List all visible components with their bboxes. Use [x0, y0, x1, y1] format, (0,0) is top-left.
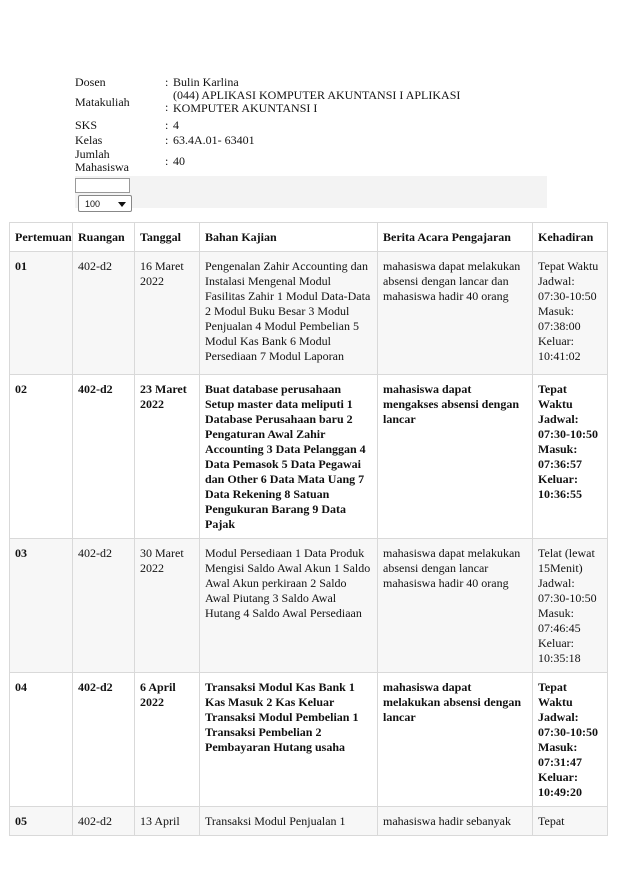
cell-ruangan: 402-d2	[73, 252, 135, 375]
colon: :	[165, 117, 169, 132]
page-size-select[interactable]	[78, 195, 132, 212]
cell-berita-acara: mahasiswa dapat melakukan absensi dengan lancar mahasiswa hadir 40 orang	[378, 539, 533, 673]
kehadiran-keluar: Keluar: 10:41:02	[538, 334, 581, 363]
table-row	[10, 539, 608, 673]
cell-pertemuan: 04	[10, 673, 73, 807]
colon: :	[165, 75, 169, 89]
cell-ruangan: 402-d2	[73, 539, 135, 673]
jumlah-mahasiswa-value: 40	[173, 153, 185, 168]
kehadiran-jadwal: Jadwal: 07:30-10:50	[538, 710, 598, 739]
cell-berita-acara: mahasiswa hadir sebanyak	[378, 807, 533, 836]
header-ruangan[interactable]: Ruangan	[73, 223, 135, 252]
cell-bahan-kajian: Pengenalan Zahir Accounting dan Instalasi Mengenal Modul Fasilitas Zahir 1 Modul Data-Data 2 Modul Buku Besar 3 Modul Penjualan 4 Modul Pembelian 5 Modul Kas Bank 6 Modul Persediaan 7 Modul Laporan	[200, 252, 378, 375]
cell-pertemuan: 05	[10, 807, 73, 836]
cell-ruangan: 402-d2	[73, 375, 135, 539]
table-header-row	[10, 223, 608, 252]
search-input[interactable]	[75, 178, 130, 193]
header-berita-acara[interactable]: Berita Acara Pengajaran	[378, 223, 533, 252]
cell-bahan-kajian: Transaksi Modul Penjualan 1	[200, 807, 378, 836]
colon: :	[165, 153, 169, 168]
colon: :	[165, 132, 169, 147]
cell-kehadiran	[533, 375, 608, 539]
kehadiran-keluar: Keluar: 10:49:20	[538, 770, 582, 799]
sks-row	[75, 117, 555, 133]
header-tanggal[interactable]: Tanggal	[135, 223, 200, 252]
kehadiran-masuk: Masuk: 07:31:47	[538, 740, 582, 769]
header-pertemuan[interactable]: Pertemuan	[10, 223, 73, 252]
cell-bahan-kajian: Transaksi Modul Kas Bank 1 Kas Masuk 2 Kas Keluar Transaksi Modul Pembelian 1 Transaksi Pembelian 2 Pembayaran Hutang usaha	[200, 673, 378, 807]
cell-pertemuan: 02	[10, 375, 73, 539]
kehadiran-jadwal: Jadwal: 07:30-10:50	[538, 576, 597, 605]
jumlah-label-line2: Mahasiswa	[75, 160, 129, 174]
course-info	[75, 76, 555, 175]
cell-berita-acara: mahasiswa dapat melakukan absensi dengan lancar dan mahasiswa hadir 40 orang	[378, 252, 533, 375]
matakuliah-row	[75, 89, 555, 115]
colon: :	[165, 100, 169, 114]
sks-label: SKS	[75, 117, 98, 132]
table-row	[10, 673, 608, 807]
matakuliah-value-line1: (044) APLIKASI KOMPUTER AKUNTANSI I APLIKASI	[173, 88, 461, 102]
kehadiran-masuk: Masuk: 07:36:57	[538, 442, 582, 471]
matakuliah-label: Matakuliah	[75, 94, 130, 109]
matakuliah-value-line2: KOMPUTER AKUNTANSI I	[173, 101, 318, 115]
attendance-table	[9, 222, 608, 836]
kehadiran-status: Tepat Waktu	[538, 382, 573, 411]
header-kehadiran[interactable]: Kehadiran	[533, 223, 608, 252]
table-row	[10, 252, 608, 375]
cell-tanggal: 13 April	[135, 807, 200, 836]
kehadiran-keluar: Keluar: 10:35:18	[538, 636, 581, 665]
kehadiran-status: Tepat	[538, 814, 565, 828]
matakuliah-value	[173, 89, 555, 115]
table-row	[10, 375, 608, 539]
cell-tanggal: 30 Maret 2022	[135, 539, 200, 673]
cell-pertemuan: 01	[10, 252, 73, 375]
table-row	[10, 807, 608, 836]
kehadiran-masuk: Masuk: 07:46:45	[538, 606, 581, 635]
cell-pertemuan: 03	[10, 539, 73, 673]
jumlah-mahasiswa-row	[75, 147, 555, 175]
controls-band	[75, 176, 547, 208]
kelas-label: Kelas	[75, 132, 103, 147]
cell-kehadiran	[533, 539, 608, 673]
kehadiran-jadwal: Jadwal: 07:30-10:50	[538, 412, 598, 441]
jumlah-label-line1: Jumlah	[75, 147, 110, 161]
kehadiran-keluar: Keluar: 10:36:55	[538, 472, 582, 501]
kehadiran-jadwal: Jadwal: 07:30-10:50	[538, 274, 597, 303]
kehadiran-status: Tepat Waktu	[538, 680, 573, 709]
dosen-value: Bulin Karlina	[173, 75, 239, 89]
kehadiran-masuk: Masuk: 07:38:00	[538, 304, 581, 333]
kehadiran-status: Telat (lewat 15Menit)	[538, 546, 595, 575]
header-bahan-kajian[interactable]: Bahan Kajian	[200, 223, 378, 252]
cell-berita-acara: mahasiswa dapat mengakses absensi dengan lancar	[378, 375, 533, 539]
kelas-value: 63.4A.01- 63401	[173, 132, 255, 147]
kelas-row	[75, 133, 555, 147]
cell-ruangan: 402-d2	[73, 673, 135, 807]
dosen-label: Dosen	[75, 75, 106, 89]
cell-kehadiran	[533, 673, 608, 807]
cell-ruangan: 402-d2	[73, 807, 135, 836]
cell-tanggal: 6 April 2022	[135, 673, 200, 807]
cell-tanggal: 23 Maret 2022	[135, 375, 200, 539]
cell-bahan-kajian: Buat database perusahaan Setup master data meliputi 1 Database Perusahaan baru 2 Pengaturan Awal Zahir Accounting 3 Data Pelanggan 4 Data Pemasok 5 Data Pegawai dan Other 6 Data Mata Uang 7 Data Rekening 8 Satuan Pengukuran Barang 9 Data Pajak	[200, 375, 378, 539]
page-size-value: 100	[85, 198, 101, 209]
cell-kehadiran	[533, 252, 608, 375]
chevron-down-icon	[118, 202, 126, 207]
cell-bahan-kajian: Modul Persediaan 1 Data Produk Mengisi Saldo Awal Akun 1 Saldo Awal Akun perkiraan 2 Saldo Awal Piutang 3 Saldo Awal Hutang 4 Saldo Awal Persediaan	[200, 539, 378, 673]
cell-tanggal: 16 Maret 2022	[135, 252, 200, 375]
jumlah-mahasiswa-label	[75, 148, 165, 174]
sks-value: 4	[173, 117, 179, 132]
cell-kehadiran	[533, 807, 608, 836]
cell-berita-acara: mahasiswa dapat melakukan absensi dengan lancar	[378, 673, 533, 807]
kehadiran-status: Tepat Waktu	[538, 259, 599, 273]
